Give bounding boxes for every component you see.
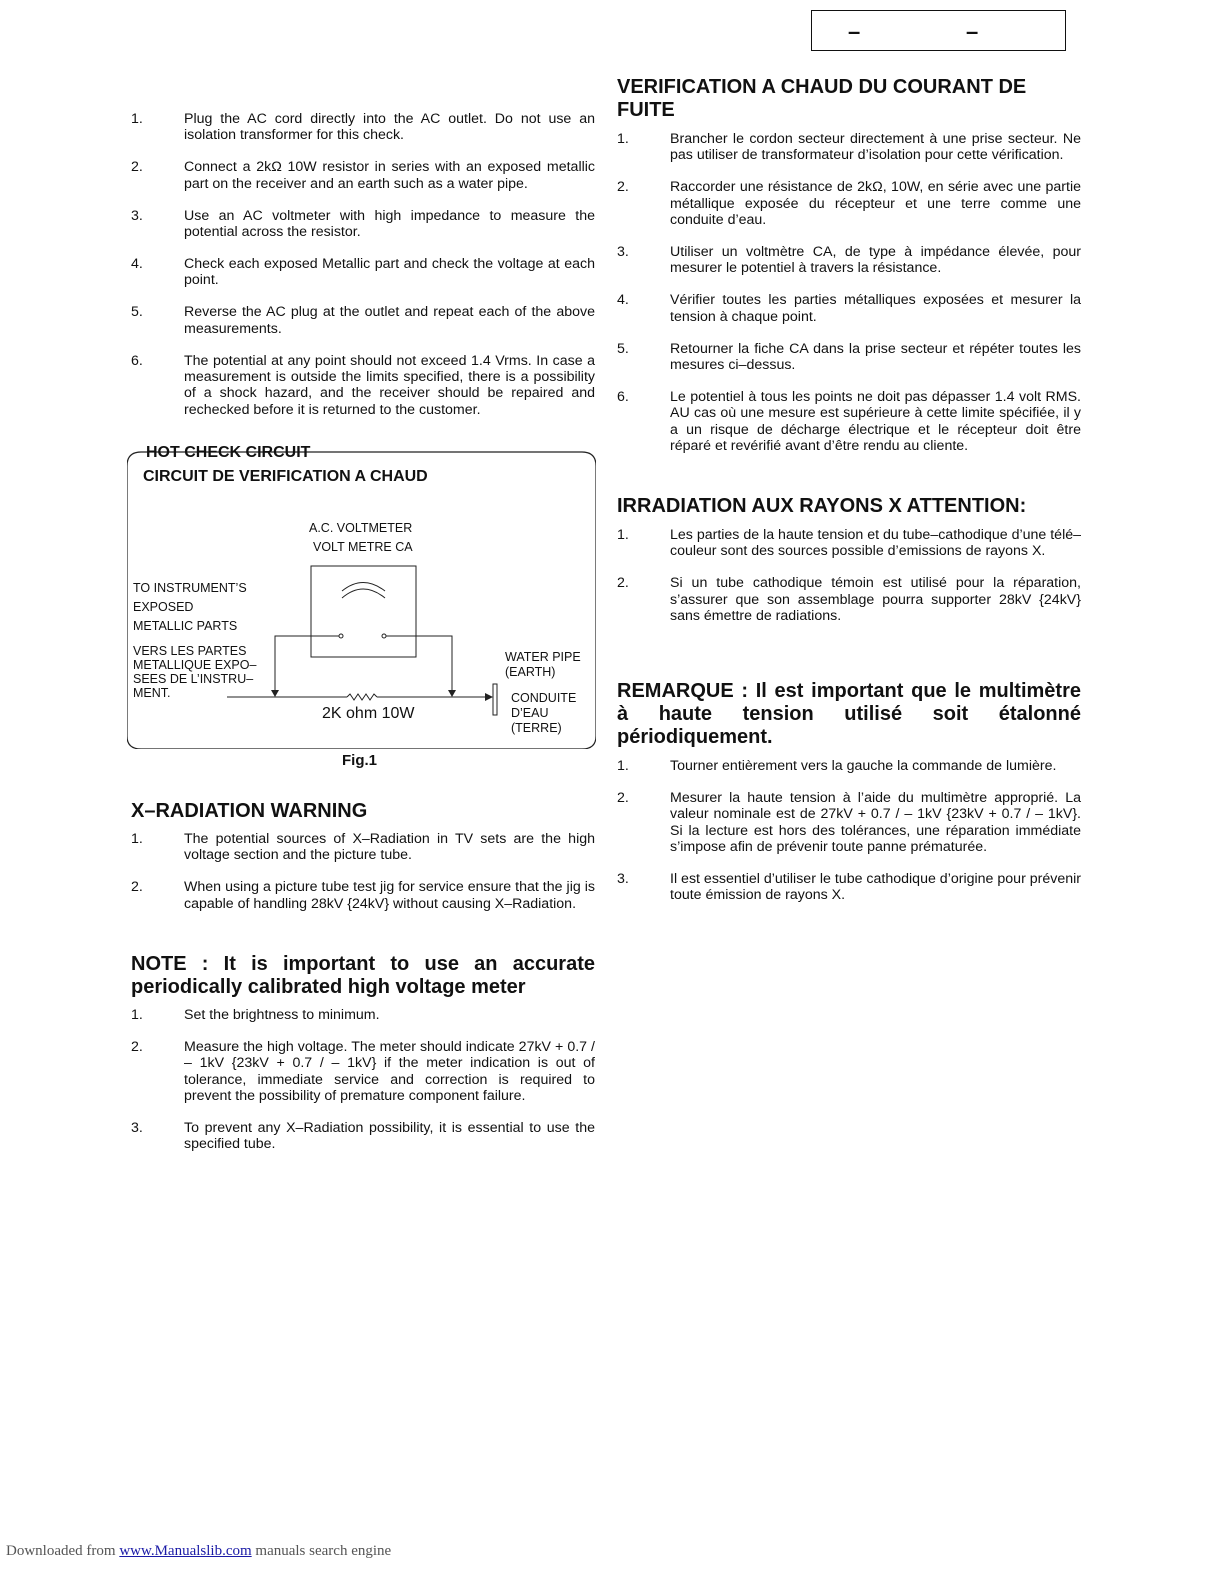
list-item-number: 1. [131, 111, 143, 127]
list-item-text: Use an AC voltmeter with high impedance to measure the potential across the resistor. [184, 207, 595, 241]
note-list [131, 1007, 595, 1153]
voltmeter-label-fr: VOLT METRE CA [313, 540, 413, 554]
list-item [131, 1039, 595, 1105]
list-item-text: Le potentiel à tous les points ne doit pas dépasser 1.4 volt RMS. AU cas où une mesure est supérieure à cette limite spécifiée, il y a un risque de décharge électrique et le récepteur doit être réparé et revérifié avant d’être rendu au cliente. [670, 388, 1081, 455]
instrument-label-fr-1: VERS LES PARTES [133, 644, 247, 658]
list-item-text: When using a picture tube test jig for service ensure that the jig is capable of handling 28kV {24kV} without causing X–Radiation. [184, 879, 595, 912]
list-item-number: 2. [617, 575, 629, 592]
instrument-label-en-2: EXPOSED [133, 600, 194, 614]
water-pipe-label-fr-1: CONDUITE [511, 691, 577, 705]
lead-right [386, 636, 452, 691]
list-item-text: Tourner entièrement vers la gauche la commande de lumière. [670, 758, 1057, 774]
list-item-number: 1. [617, 527, 629, 543]
terminal-left [339, 634, 343, 638]
list-item-number: 6. [617, 388, 629, 405]
note-heading: NOTE : It is important to use an accurate periodically calibrated high voltage meter [131, 953, 595, 998]
meter-scale-arc-outer [342, 583, 385, 592]
list-item-number: 2. [617, 179, 629, 196]
list-item [131, 831, 595, 864]
list-item-number: 2. [131, 1038, 143, 1055]
list-item-text: Connect a 2kΩ 10W resistor in series with an exposed metallic part on the receiver and an earth such as a water pipe. [184, 159, 595, 192]
water-pipe-label-en-1: WATER PIPE [505, 650, 581, 664]
page-number-dash-right: – [966, 19, 979, 44]
footer-link[interactable]: www.Manualslib.com [119, 1543, 252, 1559]
arrow-pipe [485, 693, 493, 701]
list-item-text: Raccorder une résistance de 2kΩ, 10W, en série avec une partie métallique exposée du récepteur et une terre comme une conduite d’eau. [670, 179, 1081, 229]
verif-list [617, 131, 1081, 455]
irrad-section [617, 495, 1081, 640]
hot-check-list [131, 111, 595, 418]
hot-check-section [131, 111, 595, 434]
irrad-list [617, 527, 1081, 625]
remarque-heading: REMARQUE : Il est important que le multimètre à haute tension utilisé soit étalonné périodiquement. [617, 680, 1081, 748]
list-item [131, 304, 595, 337]
list-item-text: The potential sources of X–Radiation in TV sets are the high voltage section and the picture tube. [184, 831, 595, 864]
lead-left [275, 636, 339, 691]
resistor-symbol [347, 694, 377, 700]
instrument-label-fr-4: MENT. [133, 686, 171, 700]
list-item-number: 5. [617, 340, 629, 357]
list-item-number: 4. [617, 292, 629, 309]
meter-scale-arc [342, 589, 385, 598]
list-item [617, 131, 1081, 164]
list-item-number: 1. [617, 758, 629, 774]
resistor-label: 2K ohm 10W [322, 705, 415, 722]
circuit-title-en: HOT CHECK CIRCUIT [146, 444, 311, 461]
list-item [131, 1007, 595, 1023]
list-item-number: 5. [131, 304, 143, 321]
list-item-text: Measure the high voltage. The meter should indicate 27kV + 0.7 / – 1kV {23kV + 0.7 / – 1kV} if the meter indication is out of tolerance, immediate service and correction is required to prevent the possibility of premature component failure. [184, 1038, 595, 1105]
list-item-number: 3. [131, 1120, 143, 1137]
list-item-text: Les parties de la haute tension et du tube–cathodique d’une télé–couleur sont des sources possible d’emissions de rayons X. [670, 527, 1081, 560]
list-item [617, 758, 1081, 774]
list-item-number: 1. [131, 1007, 143, 1023]
water-pipe-label-en-2: (EARTH) [505, 665, 556, 679]
list-item [131, 1120, 595, 1153]
note-section [131, 953, 595, 1168]
footer [6, 1543, 391, 1560]
footer-prefix: Downloaded from [6, 1543, 120, 1559]
list-item-number: 3. [617, 244, 629, 261]
list-item [131, 353, 595, 419]
list-item-text: Reverse the AC plug at the outlet and repeat each of the above measurements. [184, 304, 595, 337]
list-item [617, 292, 1081, 325]
list-item-number: 4. [131, 255, 143, 272]
voltmeter-box [311, 566, 416, 657]
verif-heading: VERIFICATION A CHAUD DU COURANT DE FUITE [617, 76, 1027, 121]
arrow-left [271, 690, 279, 697]
list-item-text: Il est essentiel d’utiliser le tube cathodique d’origine pour prévenir toute émission de rayons X. [670, 871, 1081, 904]
list-item-text: Check each exposed Metallic part and check the voltage at each point. [184, 255, 595, 289]
list-item-text: Si un tube cathodique témoin est utilisé pour la réparation, s’assurer que son assemblage pourra supporter 28kV {24kV} sans émettre de radiations. [670, 575, 1081, 625]
water-pipe-label-fr-3: (TERRE) [511, 721, 562, 735]
list-item-text: Mesurer la haute tension à l’aide du multimètre approprié. La valeur nominale est de 27kV + 0.7 / – 1kV {23kV + 0.7 / – 1kV}. Si la lecture est hors des tolérances, une réparation immédiate s’impose afin de prévenir toute panne prématurée. [670, 789, 1081, 856]
list-item [617, 790, 1081, 856]
xrad-list [131, 831, 595, 912]
list-item-text: Vérifier toutes les parties métalliques exposées et mesurer la tension à chaque point. [670, 292, 1081, 325]
list-item [617, 244, 1081, 277]
list-item [617, 871, 1081, 904]
water-pipe-label-fr-2: D’EAU [511, 706, 549, 720]
instrument-label-en-1: TO INSTRUMENT’S [133, 581, 247, 595]
list-item [617, 575, 1081, 624]
list-item [617, 527, 1081, 560]
xrad-section [131, 800, 595, 928]
list-item-text: To prevent any X–Radiation possibility, it is essential to use the specified tube. [184, 1120, 595, 1153]
list-item-number: 6. [131, 352, 143, 369]
remarque-section [617, 680, 1081, 919]
list-item [617, 389, 1081, 455]
instrument-label-en-3: METALLIC PARTS [133, 619, 238, 633]
list-item-number: 1. [617, 131, 629, 147]
hot-check-circuit-diagram [127, 444, 596, 749]
list-item [131, 208, 595, 241]
list-item-number: 2. [131, 159, 143, 176]
list-item-text: Set the brightness to minimum. [184, 1007, 380, 1023]
water-pipe-symbol [493, 684, 497, 715]
instrument-label-fr-2: METALLIQUE EXPO– [133, 658, 257, 672]
list-item-number: 2. [617, 789, 629, 806]
figure-caption: Fig.1 [342, 752, 378, 769]
list-item [617, 341, 1081, 374]
list-item-number: 3. [131, 207, 143, 224]
list-item-text: Plug the AC cord directly into the AC outlet. Do not use an isolation transformer for this check. [184, 111, 595, 144]
terminal-right [382, 634, 386, 638]
list-item-number: 2. [131, 879, 143, 896]
list-item [617, 179, 1081, 228]
list-item-text: Retourner la fiche CA dans la prise secteur et répéter toutes les mesures ci–dessus. [670, 340, 1081, 374]
irrad-heading: IRRADIATION AUX RAYONS X ATTENTION: [617, 495, 1027, 517]
list-item [131, 256, 595, 289]
voltmeter-label-en: A.C. VOLTMETER [309, 521, 413, 535]
instrument-label-fr-3: SEES DE L’INSTRU– [133, 672, 254, 686]
list-item [131, 111, 595, 144]
circuit-title-fr: CIRCUIT DE VERIFICATION A CHAUD [143, 468, 428, 485]
list-item-number: 1. [131, 831, 143, 847]
page-number-box [811, 10, 1066, 51]
list-item-number: 3. [617, 871, 629, 888]
page-number-dash-left: – [848, 19, 861, 44]
arrow-right [448, 690, 456, 697]
list-item [131, 159, 595, 192]
list-item-text: The potential at any point should not exceed 1.4 Vrms. In case a measurement is outside the limits specified, there is a possibility of a shock hazard, and the receiver should be repaired and rechecked before it is returned to the customer. [184, 352, 595, 418]
remarque-list [617, 758, 1081, 904]
list-item [131, 879, 595, 912]
xrad-heading: X–RADIATION WARNING [131, 800, 368, 822]
footer-suffix: manuals search engine [251, 1543, 392, 1559]
verif-section [617, 76, 1081, 470]
list-item-text: Brancher le cordon secteur directement à une prise secteur. Ne pas utiliser de transformateur d’isolation pour cette vérification. [670, 131, 1081, 164]
list-item-text: Utiliser un voltmètre CA, de type à impédance élevée, pour mesurer le potentiel à travers la résistance. [670, 244, 1081, 277]
